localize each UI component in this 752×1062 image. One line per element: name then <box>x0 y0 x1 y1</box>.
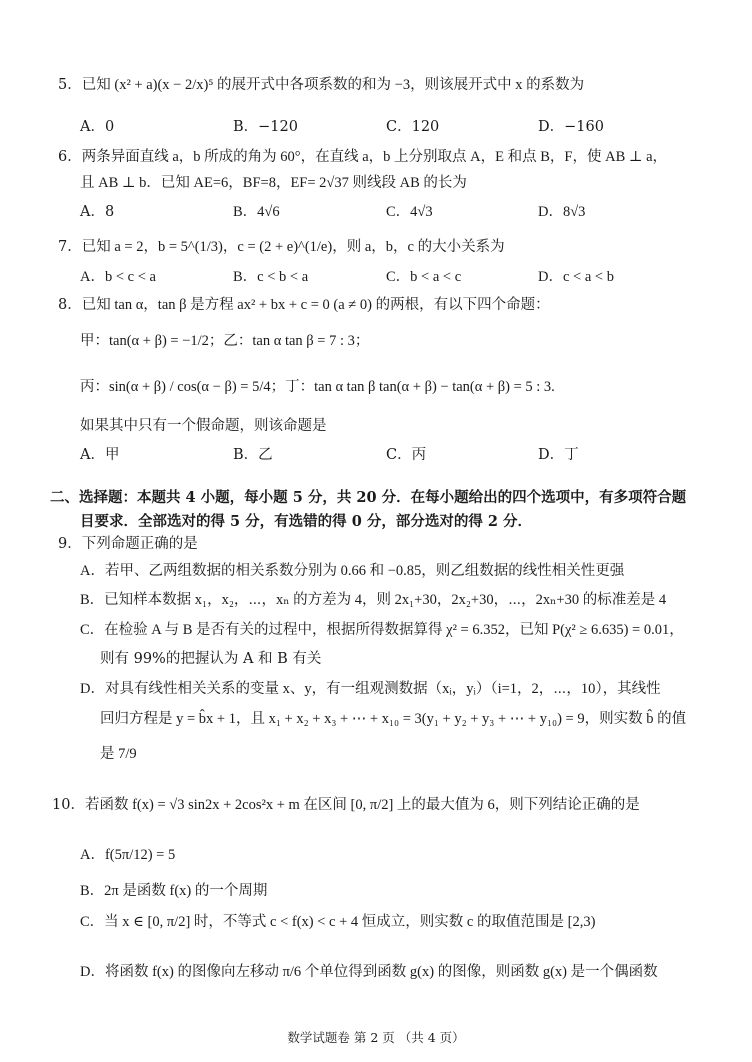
option-d: D．将函数 f(x) 的图像向左移动 π/6 个单位得到函数 g(x) 的图像，则函数 g(x) 是一个偶函数 <box>80 964 658 980</box>
option-b: B．c < b < a <box>233 269 309 285</box>
question-9-stem <box>58 535 198 555</box>
option-c: C．当 x ∈ [0, π/2] 时，不等式 c < f(x) < c + 4 恒成立，则实数 c 的取值范围是 [2,3) <box>80 914 596 930</box>
option-b: B．4√6 <box>233 204 280 220</box>
option-c: C．120 <box>386 119 440 135</box>
option-a: A．若甲、乙两组数据的相关系数分别为 0.66 和 −0.85，则乙组数据的线性相关性更强 <box>80 563 625 579</box>
page-footer: 数学试题卷 第 2 页 （共 4 页） <box>287 1030 465 1045</box>
option-b: B．已知样本数据 x₁，x₂，⋯，xₙ 的方差为 4，则 2x₁+30，2x₂+30，⋯，2xₙ+30 的标准差是 4 <box>80 592 667 608</box>
question-number: 9． <box>58 536 82 552</box>
option-d-answer: 是 7/9 <box>100 746 137 762</box>
question-7-stem <box>58 238 505 258</box>
question-number: 10． <box>52 797 85 813</box>
proposition-bing-ding: 丙：sin(α + β) / cos(α − β) = 5/4；丁：tan α tan β tan(α + β) − tan(α + β) = 5 : 3. <box>80 379 555 395</box>
option-d: D．丁 <box>538 447 579 463</box>
option-c: C．在检验 A 与 B 是否有关的过程中，根据所得数据算得 χ² = 6.352，已知 P(χ² ≥ 6.635) = 0.01， <box>80 622 684 638</box>
option-c-continued: 则有 99%的把握认为 A 和 B 有关 <box>100 651 322 667</box>
option-d: D．对具有线性相关关系的变量 x、y，有一组观测数据（xᵢ，yᵢ）（i=1，2，⋯，10），其线性 <box>80 681 661 697</box>
question-text: 下列命题正确的是 <box>81 536 198 552</box>
option-d-continued: 回归方程是 y = b̂x + 1，且 x₁ + x₂ + x₃ + ⋯ + x₁₀ = 3(y₁ + y₂ + y₃ + ⋯ + y₁₀) = 9，则实数 b̂ 的值 <box>100 711 687 727</box>
section-heading-continued: 目要求．全部选对的得 5 分，有选错的得 0 分，部分选对的得 2 分． <box>80 513 533 530</box>
proposition-jia-yi: 甲：tan(α + β) = −1/2；乙：tan α tan β = 7 : 3； <box>80 333 370 349</box>
option-c: C．b < a < c <box>386 269 462 285</box>
option-b: B．−120 <box>233 119 298 135</box>
question-8-stem <box>58 296 550 316</box>
question-text: 已知 tan α，tan β 是方程 ax² + bx + c = 0 (a ≠ 0) 的两根，有以下四个命题： <box>81 297 550 313</box>
question-text-continued: 且 AB ⊥ b．已知 AE=6，BF=8，EF= 2√37 则线段 AB 的长为 <box>80 175 467 191</box>
question-10-stem <box>52 796 640 816</box>
option-a: A．8 <box>80 204 115 220</box>
question-number: 7． <box>58 239 82 255</box>
question-number: 6． <box>58 149 82 165</box>
option-d: D．c < a < b <box>538 269 614 285</box>
option-b: B．2π 是函数 f(x) 的一个周期 <box>80 883 268 899</box>
option-d: D．8√3 <box>538 204 586 220</box>
option-b: B．乙 <box>233 447 273 463</box>
question-5-stem <box>58 76 584 96</box>
option-a: A．0 <box>80 119 115 135</box>
question-number: 5． <box>58 77 82 93</box>
question-text: 若函数 f(x) = √3 sin2x + 2cos²x + m 在区间 [0, π/2] 上的最大值为 6，则下列结论正确的是 <box>84 797 640 813</box>
question-text: 已知 a = 2，b = 5^(1/3)，c = (2 + e)^(1/e)，则 a，b，c 的大小关系为 <box>81 239 505 255</box>
question-text-continued: 如果其中只有一个假命题，则该命题是 <box>80 418 327 434</box>
option-a: A．f(5π/12) = 5 <box>80 847 176 863</box>
question-number: 8． <box>58 297 82 313</box>
option-d: D．−160 <box>538 119 604 135</box>
question-text: 两条异面直线 a，b 所成的角为 60°，在直线 a，b 上分别取点 A，E 和点 B，F，使 AB ⊥ a， <box>81 149 668 165</box>
option-c: C．4√3 <box>386 204 433 220</box>
option-c: C．丙 <box>386 447 427 463</box>
option-a: A．b < c < a <box>80 269 156 285</box>
question-6-stem <box>58 148 667 168</box>
option-a: A．甲 <box>80 447 120 463</box>
section-heading: 二、选择题：本题共 4 小题，每小题 5 分，共 20 分．在每小题给出的四个选项中，有多项符合题 <box>50 489 687 506</box>
question-text: 已知 (x² + a)(x − 2/x)⁵ 的展开式中各项系数的和为 −3，则该展开式中 x 的系数为 <box>81 77 585 93</box>
